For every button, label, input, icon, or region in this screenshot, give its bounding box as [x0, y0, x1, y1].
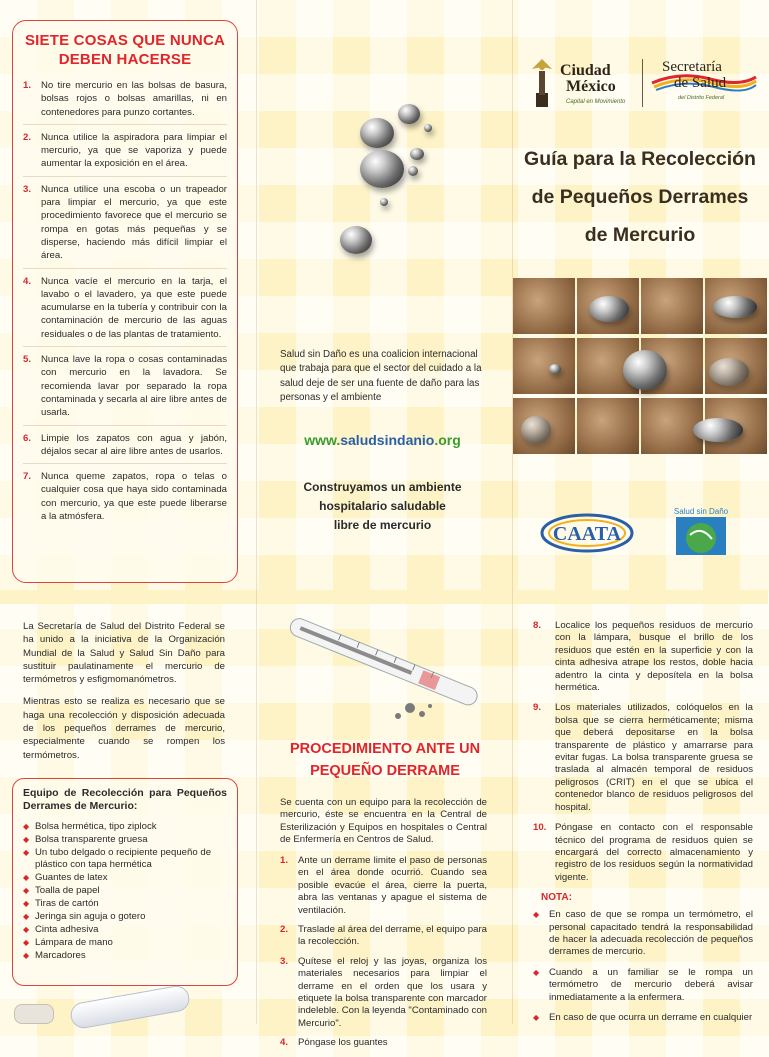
equipo-box	[12, 778, 238, 986]
list-item: 7. Nunca queme zapatos, ropa o telas o cualquier cosa que haya sido contaminada con mercurio, ya que este puede liberarse a la atmósfera.	[23, 471, 227, 523]
list-item: 10. Póngase en contacto con el responsable técnico del programa de residuos quien se encargará del correcto almacenamiento y registro de los residuos según la normatividad vigente.	[533, 822, 753, 883]
header-logos	[520, 55, 760, 115]
svg-text:CAATA: CAATA	[552, 523, 622, 545]
list-item: 2. Traslade al área del derrame, el equipo para la recolección.	[280, 924, 487, 948]
secretaria-salud-logo: Secretaría de Salud del Distrito Federal	[648, 59, 760, 111]
mercury-droplet	[424, 124, 432, 132]
ciudad-mexico-logo: Ciudad México Capital en Movimiento	[528, 57, 638, 109]
mercury-photo-grid	[513, 278, 769, 454]
list-item: ◆ Un tubo delgado o recipiente pequeño de plástico con tapa hermética	[23, 847, 212, 871]
equipo-title: Equipo de Recolección para Pequeños Derrames de Mercurio:	[23, 787, 227, 812]
list-item: ◆ Bolsa hermética, tipo ziplock	[23, 821, 157, 832]
caata-logo-icon	[540, 512, 635, 554]
page-title: Guía para la Recolección de Pequeños Derrames de Mercurio	[524, 148, 756, 246]
broken-thermometer-image	[270, 612, 500, 732]
list-item: 5. Nunca lave la ropa o cosas contaminadas con mercurio en la lavadora. Se recomienda lavar por separado la ropa contaminada y secarla al aire libre antes de usarla.	[23, 354, 227, 419]
globe-icon	[670, 505, 732, 557]
list-item: ◆ Guantes de latex	[23, 872, 108, 884]
list-item: ◆ Jeringa sin aguja o gotero	[23, 911, 146, 923]
list-item: ◆ Bolsa transparente gruesa	[23, 834, 148, 845]
list-item: 1. No tire mercurio en las bolsas de basura, bolsas rojos o bolsas amarillas, ni en contenedores para punzo cortantes.	[23, 80, 227, 118]
mercury-droplet	[360, 118, 394, 148]
salud-sin-dano-logo	[670, 505, 732, 557]
mercury-droplet	[408, 166, 418, 176]
list-item: 3. Nunca utilice una escoba o un trapeador para limpiar el mercurio, ya que este procedimiento favorece que el mercurio se rompa en gotas más pequeñas y se disperse, haciendo más difícil limpiar el área.	[23, 183, 227, 262]
list-item: ◆ En caso de que se rompa un termómetro, el personal capacitado tendrá la responsabilidad de hacer la adecuada recolección de pequeños derrames de mercurio.	[533, 909, 753, 958]
list-item: 6. Limpie los zapatos con agua y jabón, déjalos secar al aire libre antes de usarlos.	[23, 432, 227, 457]
procedimiento-title: PROCEDIMIENTO ANTE UN PEQUEÑO DERRAME	[289, 741, 481, 779]
fold-line	[512, 0, 513, 1024]
list-item: ◆ Tiras de cartón	[23, 898, 99, 910]
intro-text: La Secretaría de Salud del Distrito Federal se ha unido a la iniciativa de la Organización Mundial de la Salud y Salud Sin Daño para sustituir paulatinamente el mercurio de termómetros y esfigmomanómetros. Mientras esto se realiza es necesario que se haga una recolección y disposición adecuada de los pequeños derrames de mercurio, especialmente cuando se rompen los termómetros.	[23, 621, 225, 761]
siete-cosas-title: SIETE COSAS QUE NUNCA DEBEN HACERSE	[24, 32, 226, 68]
mercury-droplet	[360, 150, 404, 188]
mercury-droplet	[340, 226, 372, 254]
siete-cosas-box	[12, 20, 238, 583]
list-item: 8. Localice los pequeños residuos de mercurio con la lámpara, busque el brillo de los residuos que estén en la superficie y con la cinta adhesiva atrape los restos, doble hacia adentro la cinta y deposítela en la bolsa hermética.	[533, 620, 753, 694]
mercury-droplet	[410, 148, 424, 160]
list-item: 9. Los materiales utilizados, colóquelos en la bolsa que se cierra herméticamente; misma que deberá depositarse en la bolsa transparente de plástico y amarrarse para evitar fugas. La bolsa transparente gruesa se traslada al almacén temporal de residuos peligrosos (CRIT) en el que se ubica el contenedor blanco de residuos peligrosos del hospital.	[533, 702, 753, 813]
list-item: 1. Ante un derrame limite el paso de personas en el área donde ocurrió. Cuando sea posible evacúe el área, cierre la puerta, abra las ventanas y apague el sistema de ventilación.	[280, 855, 487, 916]
thermometer-icon	[270, 612, 500, 732]
list-item: ◆ En caso de que ocurra un derrame en cualquier	[533, 1011, 753, 1023]
nota-label: NOTA:	[541, 892, 572, 904]
list-item: ◆ Marcadores	[23, 950, 86, 962]
fold-line	[256, 0, 257, 1024]
list-item: 4. Nunca vacíe el mercurio en la tarja, el lavabo o el lavadero, ya que este puede acumularse en la tubería y contribuir con la contaminación de mercurio de las aguas residuales o de las plantas de tratamiento.	[23, 275, 227, 340]
siete-cosas-list	[23, 79, 227, 523]
svg-text:Salud sin Daño: Salud sin Daño	[673, 507, 729, 516]
list-item: 4. Póngase los guantes	[280, 1037, 388, 1049]
list-item: 3. Quítese el reloj y las joyas, organiza los materiales necesarios para limpiar el derrame en el orden que los usara y etiquete la bolsa transparente con marcador indeleble. Con la leyenda "Contaminado con Mercurio".	[280, 955, 488, 1029]
list-item: ◆ Cinta adhesiva	[23, 924, 99, 936]
mercury-droplet	[380, 198, 388, 206]
procedimiento-continued	[533, 620, 753, 1032]
list-item: ◆ Toalla de papel	[23, 885, 100, 897]
angel-monument-icon	[528, 57, 556, 109]
caata-logo	[540, 512, 635, 554]
salud-sin-dano-description: Salud sin Daño es una coalicion internacional que trabaja para que el sector del cuidado a la salud deje de ser una fuente de daño para las personas y el ambiente	[280, 349, 482, 403]
panel-divider	[0, 590, 768, 604]
website-link[interactable]: www.saludsindanio.org	[304, 432, 461, 448]
list-item: 2. Nunca utilice la aspiradora para limpiar el mercurio, ya que se vaporiza y puede aumentar la exposición en el área.	[23, 131, 227, 170]
procedimiento-list	[280, 855, 487, 1057]
slogan: Construyamos un ambiente hospitalario saludable libre de mercurio	[303, 480, 462, 532]
list-item: ◆ Lámpara de mano	[23, 937, 113, 949]
mercury-droplet	[398, 104, 420, 124]
procedimiento-intro: Se cuenta con un equipo para la recolección de mercurio, éste se encuentra en la Central de Esterilización y Equipos en hospitales o Central de Enfermería en Centros de Salud.	[280, 797, 487, 846]
list-item: ◆ Cuando a un familiar se le rompa un termómetro de mercurio deberá avisar inmediatamente a la enfermera.	[533, 966, 753, 1003]
